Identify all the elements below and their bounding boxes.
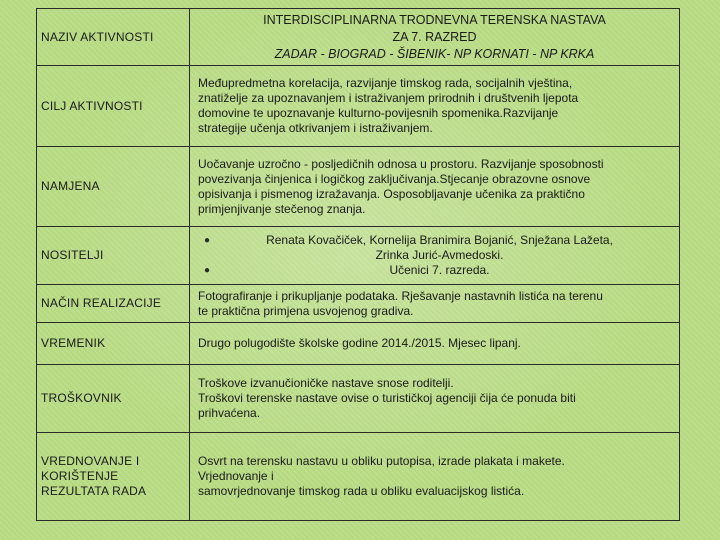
troskovnik-line-3: prihvaćena. (198, 406, 261, 420)
label-cilj: CILJ AKTIVNOSTI (37, 66, 190, 147)
list-item (198, 233, 671, 263)
bullet-icon: ● (204, 265, 211, 276)
title-line-3: ZADAR - BIOGRAD - ŠIBENIK- NP KORNATI - NP KRKA (274, 46, 595, 61)
cilj-line-4: strategije učenja otkrivanjem i istraživanjem. (198, 121, 433, 135)
nositelji-list (198, 233, 671, 278)
label-naziv: NAZIV AKTIVNOSTI (37, 9, 190, 66)
row-vrednovanje (37, 433, 680, 521)
label-vremenik: VREMENIK (37, 323, 190, 365)
label-nacin: NAČIN REALIZACIJE (37, 285, 190, 323)
row-naziv (37, 9, 680, 66)
title-line-1: INTERDISCIPLINARNA TRODNEVNA TERENSKA NASTAVA (263, 12, 606, 27)
row-nositelji (37, 227, 680, 285)
cilj-line-1: Međupredmetna korelacija, razvijanje timskog rada, socijalnih vještina, (198, 76, 573, 90)
content-vrednovanje (190, 433, 680, 521)
troskovnik-line-1: Troškove izvanučioničke nastave snose roditelji. (198, 376, 454, 390)
label-vrednovanje (37, 433, 190, 521)
namjena-line-2: povezivanja činjenica i logičkog zaključivanja.Stjecanje obrazovne osnove (198, 171, 591, 186)
troskovnik-line-2: Troškovi terenske nastave ovise o turističkoj agenciji čija će ponuda biti (198, 391, 576, 405)
content-cilj (190, 66, 680, 147)
namjena-line-3: opisivanja i pismenog izražavanja. Osposobljavanje učenika za praktično (198, 186, 585, 201)
nacin-line-2: te praktična primjena usvojenog gradiva. (198, 303, 414, 318)
activity-table (36, 8, 680, 521)
vremenik-line-1: Drugo polugodište školske godine 2014./2015. Mjesec lipanj. (198, 336, 521, 350)
nacin-line-1: Fotografiranje i prikupljanje podataka. Rješavanje nastavnih listića na terenu (198, 288, 603, 303)
label-namjena: NAMJENA (37, 147, 190, 227)
vrednovanje-line-3: samovrjednovanje timskog rada u obliku evaluacijskog listića. (198, 484, 525, 498)
vrednovanje-line-1: Osvrt na terensku nastavu u obliku putopisa, izrade plakata i makete. (198, 454, 565, 468)
nositelji-1-line-2: Zrinka Jurić-Avmedoski. (375, 248, 504, 262)
content-namjena (190, 147, 680, 227)
cilj-line-3: domovine te upoznavanje kulturno-povijesnih spomenika.Razvijanje (198, 106, 559, 120)
nositelji-2-line-1: Učenici 7. razreda. (389, 263, 490, 277)
content-nacin (190, 285, 680, 323)
vrednovanje-line-2: Vrjednovanje i (198, 469, 274, 483)
row-troskovnik (37, 365, 680, 433)
content-naziv (190, 9, 680, 66)
content-troskovnik (190, 365, 680, 433)
content-nositelji (190, 227, 680, 285)
label-nositelji: NOSITELJI (37, 227, 190, 285)
nositelji-1-line-1: Renata Kovačiček, Kornelija Branimira Bojanić, Snježana Lažeta, (266, 233, 613, 247)
namjena-line-1: Uočavanje uzročno - posljedičnih odnosa u prostoru. Razvijanje sposobnosti (198, 156, 604, 171)
row-vremenik (37, 323, 680, 365)
list-item (198, 263, 671, 278)
label-troskovnik: TROŠKOVNIK (37, 365, 190, 433)
title-line-2: ZA 7. RAZRED (392, 29, 477, 44)
cilj-line-2: znatiželje za upoznavanjem i istraživanjem prirodnih i društvenih ljepota (198, 91, 579, 105)
row-cilj (37, 66, 680, 147)
vrednovanje-label-line-1: VREDNOVANJE I (41, 454, 140, 468)
row-namjena (37, 147, 680, 227)
vrednovanje-label-line-3: REZULTATA RADA (41, 484, 147, 498)
row-nacin (37, 285, 680, 323)
content-vremenik (190, 323, 680, 365)
namjena-line-4: primjenjivanje stečenog znanja. (198, 201, 366, 216)
vrednovanje-label-line-2: KORIŠTENJE (41, 469, 119, 483)
bullet-icon: ● (204, 235, 211, 246)
